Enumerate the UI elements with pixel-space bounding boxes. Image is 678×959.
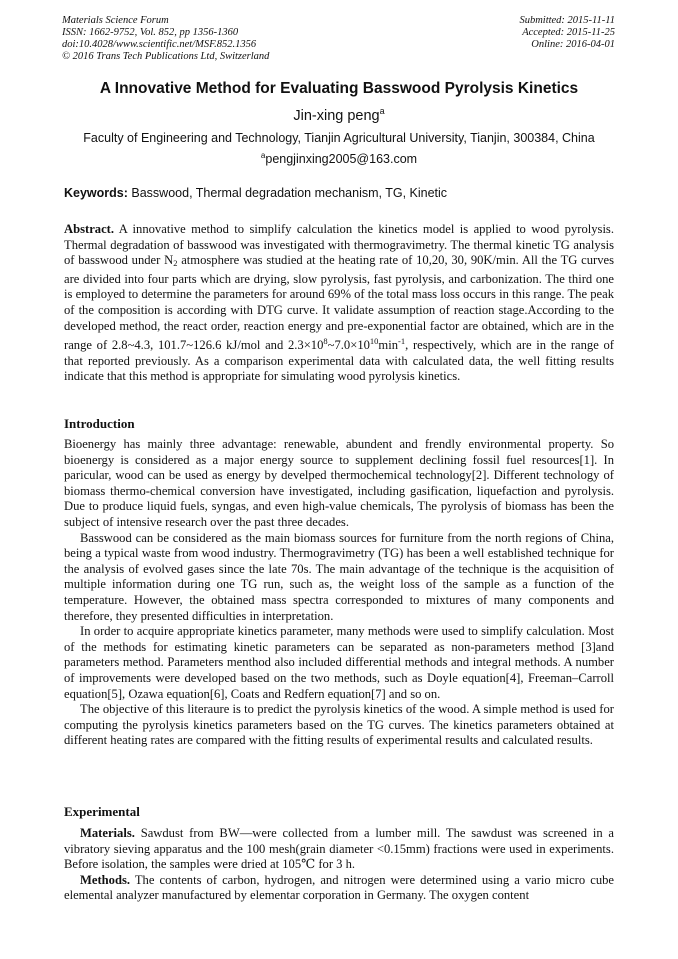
online-date: Online: 2016-04-01 — [531, 39, 615, 50]
methods-label: Methods. — [80, 872, 131, 887]
journal-copyright: © 2016 Trans Tech Publications Ltd, Switzerland — [62, 51, 270, 62]
author-superscript: a — [379, 106, 385, 116]
keywords-list: Basswood, Thermal degradation mechanism, TG, Kinetic — [131, 186, 448, 200]
abstract-sup-2: 10 — [369, 336, 379, 347]
abstract-text-4: min — [378, 338, 399, 353]
abstract-sup-1: 8 — [323, 336, 328, 347]
abstract — [64, 222, 614, 385]
keywords-label: Keywords: — [64, 186, 128, 200]
materials-text: Sawdust from BW—were collected from a lumber mill. The sawdust was screened in a vibratory sieving apparatus and the 100 mesh(grain diameter <0.15mm) fractions were used in experiments. Before isolation, the samples were dried at 105℃ for 3 h. — [64, 826, 614, 872]
intro-paragraph-3: In order to acquire appropriate kinetics parameter, many methods were used to simplify calculation. Most of the methods for estimating kinetic parameters can be separated as non-parameters method [3]and parameters method. Parameters menthod also included differential methods and integral methods. A number of improvements were developed based on the two methods, such as Doyle equation[4], Freeman–Carroll equation[5], Ozawa equation[6], Coats and Redfern equation[7] and so on. — [64, 624, 614, 701]
abstract-text-1: A innovative method to simplify calculation the kinetics model is applied to wood pyrolysis. Thermal degradation of basswood was investigated with thermogravimetry. The thermal kinetic TG analysis of basswood under N — [64, 222, 614, 268]
affiliation: Faculty of Engineering and Technology, Tianjin Agricultural University, Tianjin, 300384, China — [83, 131, 595, 145]
accepted-date: Accepted: 2015-11-25 — [522, 27, 615, 38]
abstract-sup-3: -1 — [398, 336, 406, 347]
introduction-heading: Introduction — [64, 416, 135, 431]
paper-title: A Innovative Method for Evaluating Basswood Pyrolysis Kinetics — [99, 80, 579, 97]
intro-paragraph-4: The objective of this literaure is to predict the pyrolysis kinetics of the wood. A simple method is used for computing the pyrolysis kinetics parameters based on the TG curves. The kinetics parameters obtained at different heating rates are compared with the fitting results of experimental results and calculated results. — [64, 702, 614, 748]
email-superscript: a — [260, 151, 266, 160]
keywords-line — [64, 186, 447, 200]
email-line — [0, 151, 678, 166]
experimental-heading: Experimental — [64, 804, 140, 819]
journal-issn: ISSN: 1662-9752, Vol. 852, pp 1356-1360 — [62, 27, 239, 38]
intro-paragraph-1: Bioenergy has mainly three advantage: renewable, abundent and frendly environmental property. So bioenergy is considered as a major energy source to supplement declining fossil fuel resources[1]. In paricular, wood can be used as energy by develped thermochemical technology[2]. Different technology of biomass thermo-chemical conversion have investigated, including gasification, liquefaction and pyrolysis. Due to produce liquid fuels, syngas, and even high-value chemicals, The pyrolysis of biomass has been the subject of intensive research over the past three decades. — [64, 437, 614, 529]
abstract-label: Abstract. — [64, 222, 115, 236]
author-name: Jin-xing peng — [293, 108, 380, 124]
abstract-text-2: atmosphere was studied at the heating rate of 10,20, 30, 90K/min. All the TG curves are divided into four parts which are drying, slow pyrolysis, fast pyrolysis, and carbonization. The third one is employed to determine the parameters for around 69% of the total mass loss occurs in this range. The peak of the composition is according with DTG curve. It validate assumption of reaction stage.According to the developed method, the react order, reaction energy and pre-exponential factor are obtained, which are in the range of 2.8~4.3, 101.7~126.6 kJ/mol and 2.3×10 — [64, 253, 614, 353]
abstract-text-5: , respectively, which are in the range of that reported previously. As a comparison experimental data with calculated data, the well fitting results indicate that this method is appropriate for simulating wood pyrolysis kinetics. — [64, 338, 614, 384]
author-line — [0, 106, 678, 124]
journal-header-left — [62, 15, 269, 63]
introduction-body — [64, 437, 614, 749]
materials-paragraph — [64, 826, 614, 873]
experimental-body — [64, 826, 614, 904]
abstract-text-3: ~7.0×10 — [327, 338, 370, 353]
methods-paragraph — [64, 873, 614, 904]
journal-doi: doi:10.4028/www.scientific.net/MSF.852.1356 — [62, 39, 257, 50]
submitted-date: Submitted: 2015-11-11 — [519, 15, 615, 26]
materials-label: Materials. — [80, 826, 135, 840]
methods-text: The contents of carbon, hydrogen, and nitrogen were determined using a vario micro cube elemental analyzer manufactured by elementar corporation in Germany. The oxygen content — [64, 872, 614, 903]
journal-name: Materials Science Forum — [62, 15, 169, 26]
abstract-sub-n2: 2 — [173, 258, 178, 269]
journal-header-right — [519, 15, 615, 51]
author-email: pengjinxing2005@163.com — [265, 152, 418, 166]
intro-paragraph-2: Basswood can be considered as the main biomass sources for furniture from the north regions of China, being a typical waste from wood industry. Thermogravimetry (TG) has been a well established technique for the analysis of evolved gases since the late 70s. The main advantage of the technique is the acquisition of multiple information during one TG run, such as, the weight loss of the sample as a function of the temperature. However, the obtained mass spectra corresponded to mixtures of many components and therefore, they presented difficulties in interpretation. — [64, 530, 614, 623]
